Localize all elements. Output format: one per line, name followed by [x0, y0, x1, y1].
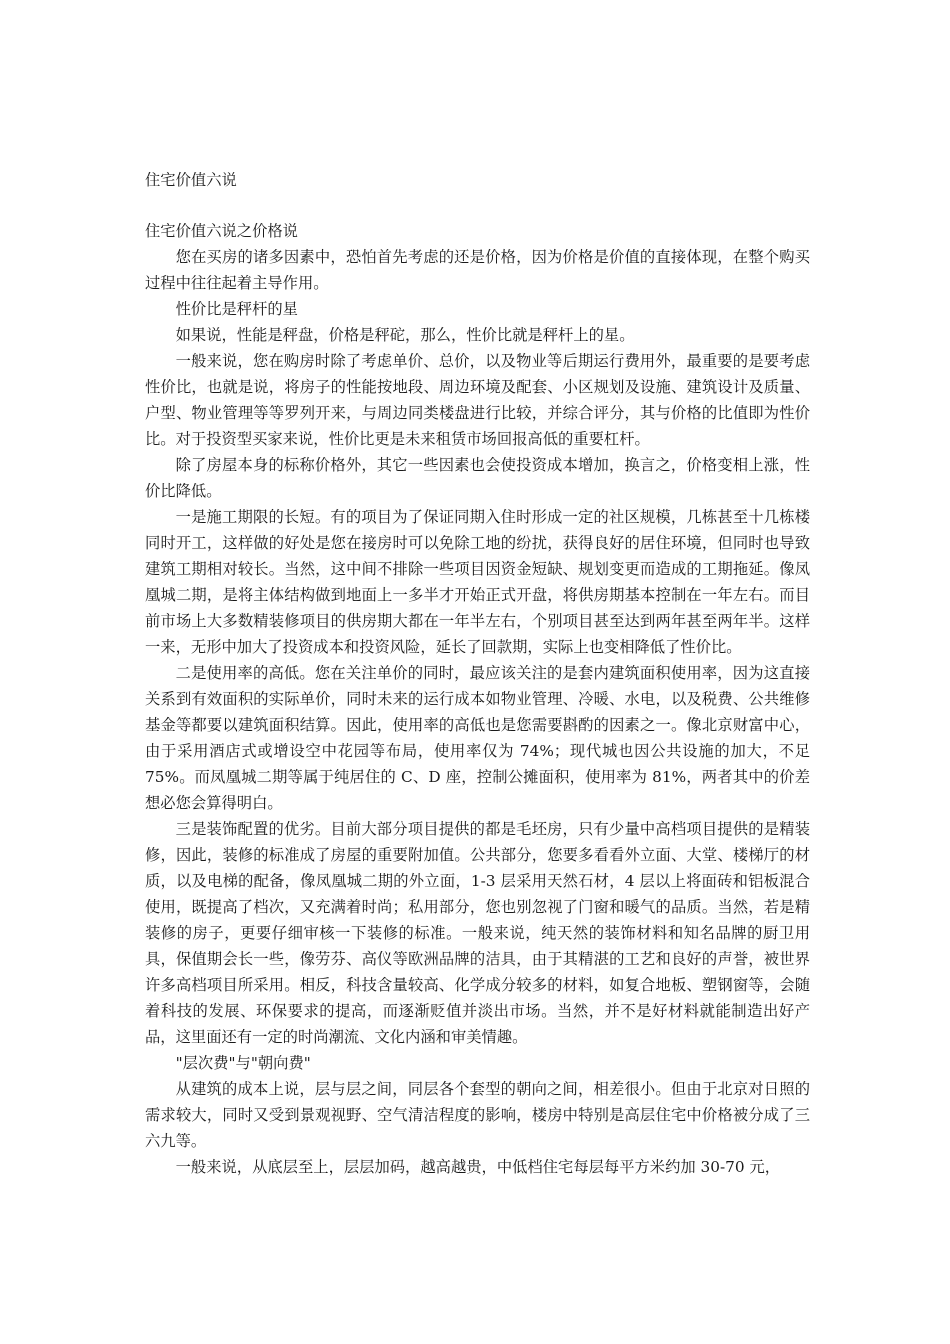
section-title: 住宅价值六说之价格说 — [145, 222, 298, 240]
subheading-performance-price: 性价比是秤杆的星 — [175, 300, 298, 318]
paragraph-2: 如果说，性能是秤盘，价格是秤砣，那么，性价比就是秤杆上的星。 — [175, 326, 635, 344]
paragraph-5: 一是施工期限的长短。有的项目为了保证同期入住时形成一定的社区规模，几栋甚至十几栋楼同时开工，这样做的好处是您在接房时可以免除工地的纷扰，获得良好的居住环境，但同时也导致建筑工期相对较长。当然，这中间不排除一些项目因资金短缺、规划变更而造成的工期拖延。像凤凰城二期，是将主体结构做到地面上一多半才开始正式开盘，将供房期基本控制在一年左右。而目前市场上大多数精装修项目的供房期大都在一年半左右，个别项目甚至达到两年甚至两年半。这样一来，无形中加大了投资成本和投资风险，延长了回款期，实际上也变相降低了性价比。 — [145, 508, 810, 656]
document-title: 住宅价值六说 — [145, 171, 237, 189]
paragraph-9: 一般来说，从底层至上，层层加码，越高越贵，中低档住宅每层每平方米约加 30-70 元， — [175, 1158, 781, 1176]
paragraph-6: 二是使用率的高低。您在关注单价的同时，最应该关注的是套内建筑面积使用率，因为这直接关系到有效面积的实际单价，同时未来的运行成本如物业管理、冷暖、水电，以及税费、公共维修基金等都要以建筑面积结算。因此，使用率的高低也是您需要斟酌的因素之一。像北京财富中心，由于采用酒店式或增设空中花园等布局，使用率仅为 74%；现代城也因公共设施的加大，不足 75%。而凤凰城二期等属于纯居住的 C、D 座，控制公摊面积，使用率为 81%，两者其中的价差想必您会算得明白。 — [145, 664, 810, 812]
paragraph-4: 除了房屋本身的标称价格外，其它一些因素也会使投资成本增加，换言之，价格变相上涨，性价比降低。 — [145, 456, 810, 500]
paragraph-8: 从建筑的成本上说，层与层之间，同层各个套型的朝向之间，相差很小。但由于北京对日照的需求较大，同时又受到景观视野、空气清洁程度的影响，楼房中特别是高层住宅中价格被分成了三六九等。 — [145, 1080, 810, 1150]
paragraph-3: 一般来说，您在购房时除了考虑单价、总价，以及物业等后期运行费用外，最重要的是要考虑性价比，也就是说，将房子的性能按地段、周边环境及配套、小区规划及设施、建筑设计及质量、户型、物业管理等等罗列开来，与周边同类楼盘进行比较，并综合评分，其与价格的比值即为性价比。对于投资型买家来说，性价比更是未来租赁市场回报高低的重要杠杆。 — [145, 352, 810, 448]
paragraph-7: 三是装饰配置的优劣。目前大部分项目提供的都是毛坯房，只有少量中高档项目提供的是精装修，因此，装修的标准成了房屋的重要附加值。公共部分，您要多看看外立面、大堂、楼梯厅的材质，以及电梯的配备，像凤凰城二期的外立面，1-3 层采用天然石材，4 层以上将面砖和铝板混合使用，既提高了档次，又充满着时尚；私用部分，您也别忽视了门窗和暖气的品质。当然，若是精装修的房子，更要仔细审核一下装修的标准。一般来说，纯天然的装饰材料和知名品牌的厨卫用具，保值期会长一些，像劳芬、高仪等欧洲品牌的洁具，由于其精湛的工艺和良好的声誉，被世界许多高档项目所采用。相反，科技含量较高、化学成分较多的材料，如复合地板、塑钢窗等，会随着科技的发展、环保要求的提高，而逐渐贬值并淡出市场。当然，并不是好材料就能制造出好产品，这里面还有一定的时尚潮流、文化内涵和审美情趣。 — [145, 820, 810, 1046]
document-body — [145, 218, 810, 1180]
subheading-floor-orientation-fee: "层次费"与"朝向费" — [175, 1054, 311, 1072]
paragraph-1: 您在买房的诸多因素中，恐怕首先考虑的还是价格，因为价格是价值的直接体现，在整个购买过程中往往起着主导作用。 — [145, 248, 810, 292]
